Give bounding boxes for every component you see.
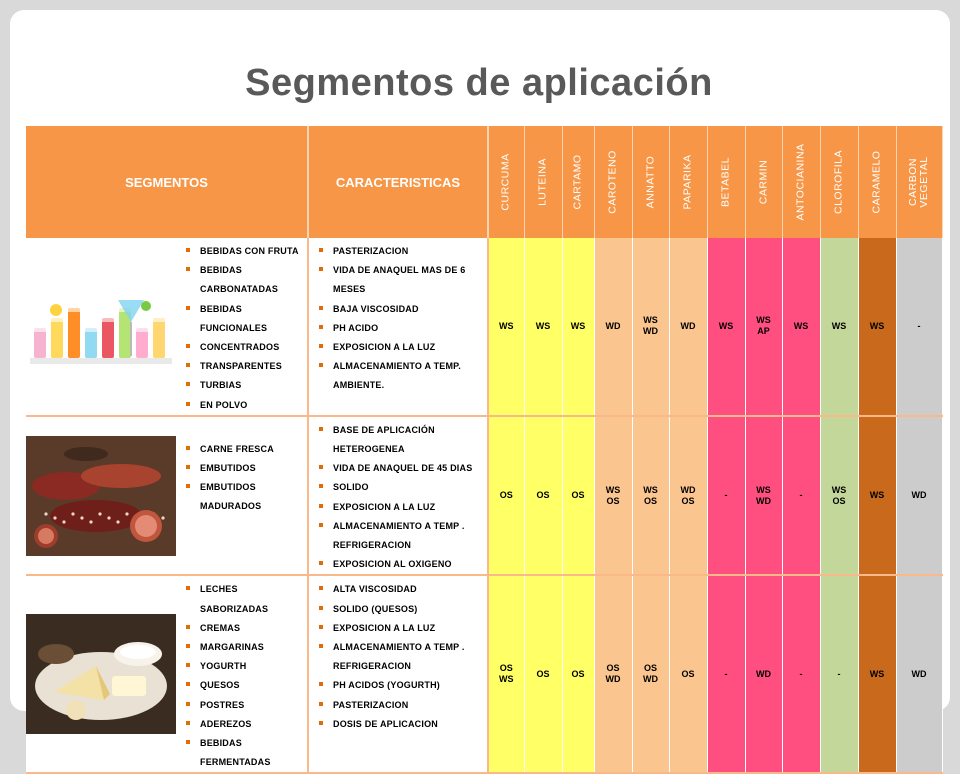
value-cell: OS [524,416,562,576]
list-item: PASTERIZACION [319,242,485,261]
list-item: MESES [333,284,366,295]
list-item: REFRIGERACION [333,540,412,551]
characteristics-cell [308,238,488,416]
value-cell: OS WD [632,575,669,773]
value-cell: WD [896,416,942,576]
value-cell: WD [745,575,782,773]
header-label: LUTEINA [536,158,549,206]
list-item: LECHES SABORIZADAS [186,580,307,618]
value-cell: WS [562,238,594,416]
value-cell: OS [524,575,562,773]
value-cell: OS [562,575,594,773]
header-betabel [707,126,745,238]
value-cell: OS WS [488,575,524,773]
value-cell: WS [858,238,896,416]
list-item: EN POLVO [186,396,307,415]
dairy-icon [26,614,176,734]
header-luteina [524,126,562,238]
value-cell: WS [488,238,524,416]
value-cell: WS [524,238,562,416]
value-cell: WD [594,238,632,416]
value-cell: - [707,416,745,576]
list-item: ALMACENAMIENTO A TEMP . [319,517,485,536]
value-cell: WS OS [632,416,669,576]
value-cell: WS [782,238,820,416]
header-label: CLOROFILA [832,149,845,215]
list-item: VIDA DE ANAQUEL DE 45 DIAS [319,459,485,478]
list-item: EXPOSICION A LA LUZ [319,619,485,638]
value-cell: WD [669,238,707,416]
segment-cell [26,575,308,773]
list-item: POSTRES [186,696,307,715]
table-row [26,416,942,576]
segment-cell [26,238,308,416]
value-cell: OS [562,416,594,576]
list-item: BAJA VISCOSIDAD [319,300,485,319]
header-antocianina [782,126,820,238]
list-item: EXPOSICION A LA LUZ [319,338,485,357]
list-item: CREMAS [186,619,307,638]
slide-title: Segmentos de aplicación [245,62,713,104]
list-item: EMBUTIDOS MADURADOS [186,478,307,516]
value-cell: - [707,575,745,773]
list-item: VIDA DE ANAQUEL MAS DE 6 [319,261,485,280]
header-caroteno [594,126,632,238]
characteristics-list [309,242,485,396]
list-item: EXPOSICION A LA LUZ [319,498,485,517]
header-clorofila [820,126,858,238]
list-item: PH ACIDOS (YOGURTH) [319,676,485,695]
value-cell: WS OS [594,416,632,576]
header-label: ANTOCIANINA [794,143,807,221]
characteristics-cell [308,575,488,773]
list-item: PASTERIZACION [319,696,485,715]
header-curcuma [488,126,524,238]
value-cell: WS [820,238,858,416]
list-item: CARNE FRESCA [186,440,307,459]
list-item: ALMACENAMIENTO A TEMP . [319,638,485,657]
value-cell: OS [669,575,707,773]
header-label: CAROTENO [606,150,619,214]
list-item: BEBIDAS CARBONATADAS [186,261,307,299]
value-cell: WD [896,575,942,773]
list-item: TURBIAS [186,376,307,395]
title-area [30,30,928,128]
list-item: EXPOSICION AL OXIGENO [319,555,485,574]
value-cell: - [820,575,858,773]
list-item: CONCENTRADOS [186,338,307,357]
header-label: CARTAMO [571,154,584,210]
value-cell: - [896,238,942,416]
header-carbon-vegetal [896,126,942,238]
list-item: HETEROGENEA [333,444,405,455]
list-item: AMBIENTE. [333,380,385,391]
header-label: PAPARIKA [681,154,694,210]
value-cell: OS WD [594,575,632,773]
value-cell: WS WD [745,416,782,576]
table-row [26,575,942,773]
list-item: SOLIDO (QUESOS) [319,600,485,619]
value-cell: WD OS [669,416,707,576]
value-cell: - [782,575,820,773]
header-segmentos: SEGMENTOS [26,126,308,238]
value-cell: WS [858,416,896,576]
header-paparika [669,126,707,238]
value-cell: WS [707,238,745,416]
value-cell: WS WD [632,238,669,416]
list-item: YOGURTH [186,657,307,676]
header-cartamo [562,126,594,238]
header-label: CURCUMA [499,153,512,211]
list-item: TRANSPARENTES [186,357,307,376]
header-label: BETABEL [719,157,732,207]
characteristics-list [309,421,485,575]
value-cell: WS OS [820,416,858,576]
list-item: SOLIDO [319,478,485,497]
segment-list [176,242,307,415]
characteristics-list [309,580,485,734]
list-item: BEBIDAS FERMENTADAS [186,734,307,772]
value-cell: WS [858,575,896,773]
table-row [26,238,942,416]
meat-icon [26,436,176,556]
list-item: BEBIDAS FUNCIONALES [186,300,307,338]
list-item: MARGARINAS [186,638,307,657]
header-annatto [632,126,669,238]
segment-cell [26,416,308,576]
beverages-icon [26,266,176,386]
list-item: BASE DE APLICACIÓN [319,421,485,440]
list-item: QUESOS [186,676,307,695]
list-item: EMBUTIDOS [186,459,307,478]
segment-list [176,580,307,772]
value-cell: OS [488,416,524,576]
header-label: CARMIN [757,159,769,205]
list-item: ALMACENAMIENTO A TEMP. [319,357,485,376]
list-item: ADEREZOS [186,715,307,734]
value-cell: - [782,416,820,576]
header-carmin [745,126,782,238]
list-item: REFRIGERACION [333,661,412,672]
header-caramelo [858,126,896,238]
value-cell: WS AP [745,238,782,416]
segment-list [176,440,307,517]
list-item: BEBIDAS CON FRUTA [186,242,307,261]
characteristics-cell [308,416,488,576]
header-caracteristicas: CARACTERISTICAS [308,126,488,238]
list-item: ALTA VISCOSIDAD [319,580,485,599]
header-label: CARAMELO [870,150,883,214]
segments-table [26,126,943,774]
header-label: ANNATTO [644,155,656,209]
header-label: CARBON VEGETAL [907,156,930,208]
list-item: DOSIS DE APLICACION [319,715,485,734]
list-item: PH ACIDO [319,319,485,338]
